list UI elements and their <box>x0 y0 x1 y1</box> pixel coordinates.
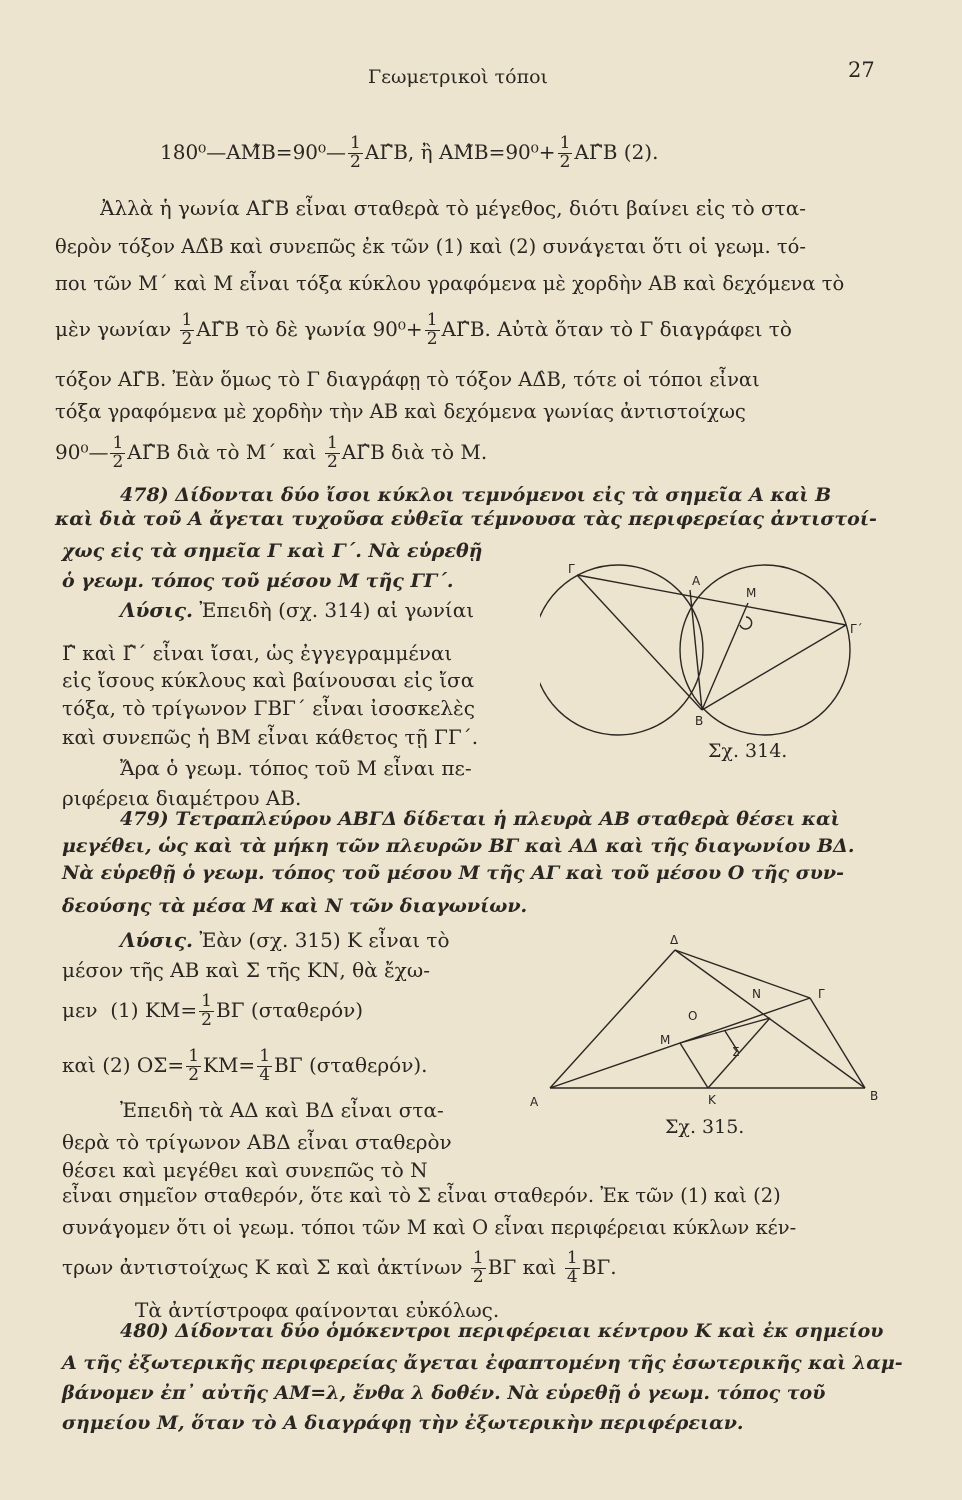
side-gb <box>810 998 865 1088</box>
text-line: τόξα γραφόμενα μὲ χορδὴν τὴν ΑΒ καὶ δεχόμενα γωνίας ἀντιστοίχως <box>55 400 746 423</box>
solution-479-line: μεν (1) ΚΜ= $\frac{1}{2}$ ΒΓ (σταθερόν) <box>62 991 364 1030</box>
solution-478-line: Λύσις. Ἐπειδὴ (σχ. 314) αἱ γωνίαι <box>120 598 475 622</box>
problem-478-line: ὁ γεωμ. τόπος τοῦ μέσου Μ τῆς ΓΓ΄. <box>62 570 454 592</box>
problem-479-line: δεούσης τὰ μέσα Μ καὶ Ν τῶν διαγωνίων. <box>62 895 528 917</box>
circle-left <box>540 565 703 735</box>
text-line: θερὸν τόξον ΑΔ̂Β καὶ συνεπῶς ἐκ τῶν (1) καὶ (2) συνάγεται ὅτι οἱ γεωμ. τό- <box>55 235 806 258</box>
problem-480-line: Α τῆς ἐξωτερικῆς περιφερείας ἄγεται ἐφαπτομένη τῆς ἐσωτερικῆς καὶ λαμ- <box>62 1352 903 1374</box>
label-gamma: Γ <box>568 562 575 576</box>
label-b: Β <box>695 714 704 728</box>
solution-479-line: Τὰ ἀντίστροφα φαίνονται εὐκόλως. <box>135 1298 500 1322</box>
label-b: Β <box>870 1089 879 1103</box>
equation-part: ΑΓ̂Β (2). <box>574 139 659 164</box>
problem-479-line: 479) Τετραπλεύρου ΑΒΓΔ δίδεται ἡ πλευρὰ ΑΒ σταθερὰ θέσει καὶ <box>120 808 840 830</box>
problem-480-line: σημείου Μ, ὅταν τὸ Α διαγράφῃ τὴν ἐξωτερικὴν περιφέρειαν. <box>62 1412 744 1434</box>
figure-315 <box>520 928 900 1108</box>
problem-480-line: βάνομεν ἐπ᾽ αὐτῆς ΑΜ=λ, ἔνθα λ δοθέν. Νὰ εὑρεθῇ ὁ γεωμ. τόπος τοῦ <box>62 1382 826 1404</box>
equation-part: ΑΓ̂Β, ἢ ΑΜ̂Β=90⁰+ <box>364 139 556 164</box>
solution-479-line: τρων ἀντιστοίχως Κ καὶ Σ καὶ ἀκτίνων $\frac{1}{2}$ ΒΓ καὶ $\frac{1}{4}$ ΒΓ. <box>62 1248 617 1287</box>
problem-479-line: Νὰ εὑρεθῇ ὁ γεωμ. τόπος τοῦ μέσου Μ τῆς ΑΓ καὶ τοῦ μέσου Ο τῆς συν- <box>62 862 844 884</box>
label-k: Κ <box>708 1093 716 1107</box>
solution-479-line: καὶ (2) ΟΣ= $\frac{1}{2}$ ΚΜ= $\frac{1}{4}$ ΒΓ (σταθερόν). <box>62 1046 428 1085</box>
label-gamma-prime: Γ΄ <box>850 622 863 636</box>
solution-479-line: θερὰ τὸ τρίγωνον ΑΒΔ εἶναι σταθερὸν <box>62 1130 452 1154</box>
line-gamma-prime-b <box>702 625 846 710</box>
solution-478-line: εἰς ἴσους κύκλους καὶ βαίνουσαι εἰς ἴσα <box>62 668 475 692</box>
problem-478-line: 478) Δίδονται δύο ἴσοι κύκλοι τεμνόμενοι εἰς τὰ σημεῖα Α καὶ Β <box>120 484 832 506</box>
label-gamma: Γ <box>818 987 825 1001</box>
problem-479-line: μεγέθει, ὡς καὶ τὰ μήκη τῶν πλευρῶν ΒΓ καὶ ΑΔ καὶ τῆς διαγωνίου ΒΔ. <box>62 835 855 857</box>
page-number: 27 <box>848 58 875 82</box>
problem-478-line: χως εἰς τὰ σημεῖα Γ καὶ Γ΄. Νὰ εὑρεθῇ <box>62 540 483 562</box>
segment-km <box>680 1043 708 1088</box>
solution-479-line: Λύσις. Ἐὰν (σχ. 315) Κ εἶναι τὸ <box>120 928 450 952</box>
circle-right <box>680 565 850 735</box>
solution-479-line: θέσει καὶ μεγέθει καὶ συνεπῶς τὸ Ν <box>62 1158 428 1182</box>
side-ad <box>550 950 675 1088</box>
fraction: $\frac{1}{2}$ <box>350 133 361 172</box>
solution-478-line: τόξα, τὸ τρίγωνον ΓΒΓ΄ εἶναι ἰσοσκελὲς <box>62 696 475 720</box>
solution-478-line: Ἄρα ὁ γεωμ. τόπος τοῦ Μ εἶναι πε- <box>120 756 472 780</box>
side-dg <box>675 950 810 998</box>
figure-314 <box>540 555 870 775</box>
line-b-m <box>702 603 748 710</box>
label-a: Α <box>530 1095 539 1108</box>
solution-479-line: εἶναι σημεῖον σταθερόν, ὅτε καὶ τὸ Σ εἶναι σταθερόν. Ἐκ τῶν (1) καὶ (2) <box>62 1184 781 1207</box>
solution-479-line: συνάγομεν ὅτι οἱ γεωμ. τόποι τῶν Μ καὶ Ο εἶναι περιφέρειαι κύκλων κέν- <box>62 1216 797 1239</box>
label-delta: Δ <box>670 933 679 947</box>
equation-part: 180⁰—ΑΜ̂Β=90⁰— <box>160 139 347 164</box>
text-line: 90⁰— $\frac{1}{2}$ ΑΓ̂Β διὰ τὸ Μ΄ καὶ $\frac{1}{2}$ ΑΓ̂Β διὰ τὸ Μ. <box>55 433 488 472</box>
label-n: Ν <box>752 987 761 1001</box>
text-line: Ἀλλὰ ἡ γωνία ΑΓ̂Β εἶναι σταθερὰ τὸ μέγεθος, διότι βαίνει εἰς τὸ στα- <box>100 196 806 220</box>
text-line: ποι τῶν Μ΄ καὶ Μ εἶναι τόξα κύκλου γραφόμενα μὲ χορδὴν ΑΒ καὶ δεχόμενα τὸ <box>55 272 845 295</box>
label-o: Ο <box>688 1009 698 1023</box>
solution-479-line: Ἐπειδὴ τὰ ΑΔ καὶ ΒΔ εἶναι στα- <box>120 1098 444 1122</box>
label-m: Μ <box>746 586 757 600</box>
solution-478-line: καὶ συνεπῶς ἡ ΒΜ εἶναι κάθετος τῇ ΓΓ΄. <box>62 725 479 749</box>
problem-480-line: 480) Δίδονται δύο ὁμόκεντροι περιφέρειαι κέντρου Κ καὶ ἐκ σημείου <box>120 1320 884 1342</box>
equation-line <box>160 135 658 172</box>
solution-478-line: ριφέρεια διαμέτρου ΑΒ. <box>62 786 302 810</box>
label-m: Μ <box>660 1033 671 1047</box>
figure-314-caption: Σχ. 314. <box>708 740 788 762</box>
problem-478-line: καὶ διὰ τοῦ Α ἄγεται τυχοῦσα εὐθεῖα τέμνουσα τὰς περιφερείας ἀντιστοί- <box>55 508 877 530</box>
fraction: $\frac{1}{2}$ <box>559 133 571 172</box>
label-sigma: Σ <box>732 1045 740 1059</box>
line-gamma-gamma-prime <box>577 575 846 625</box>
running-header: Γεωμετρικοὶ τόποι <box>368 66 548 88</box>
solution-479-line: μέσον τῆς ΑΒ καὶ Σ τῆς ΚΝ, θὰ ἔχω- <box>62 958 430 982</box>
text-line: μὲν γωνίαν $\frac{1}{2}$ ΑΓ̂Β τὸ δὲ γωνία 90⁰+ $\frac{1}{2}$ ΑΓ̂Β. Αὐτὰ ὅταν τὸ Γ διαγράφει τὸ <box>55 310 792 349</box>
figure-315-caption: Σχ. 315. <box>665 1116 745 1138</box>
label-a: Α <box>692 574 701 588</box>
text-line: τόξον ΑΓ̂Β. Ἐὰν ὅμως τὸ Γ διαγράφῃ τὸ τόξον ΑΔ̂Β, τότε οἱ τόποι εἶναι <box>55 368 760 391</box>
solution-478-line: Γ̂ καὶ Γ̂΄ εἶναι ἴσαι, ὡς ἐγγεγραμμέναι <box>62 641 453 665</box>
